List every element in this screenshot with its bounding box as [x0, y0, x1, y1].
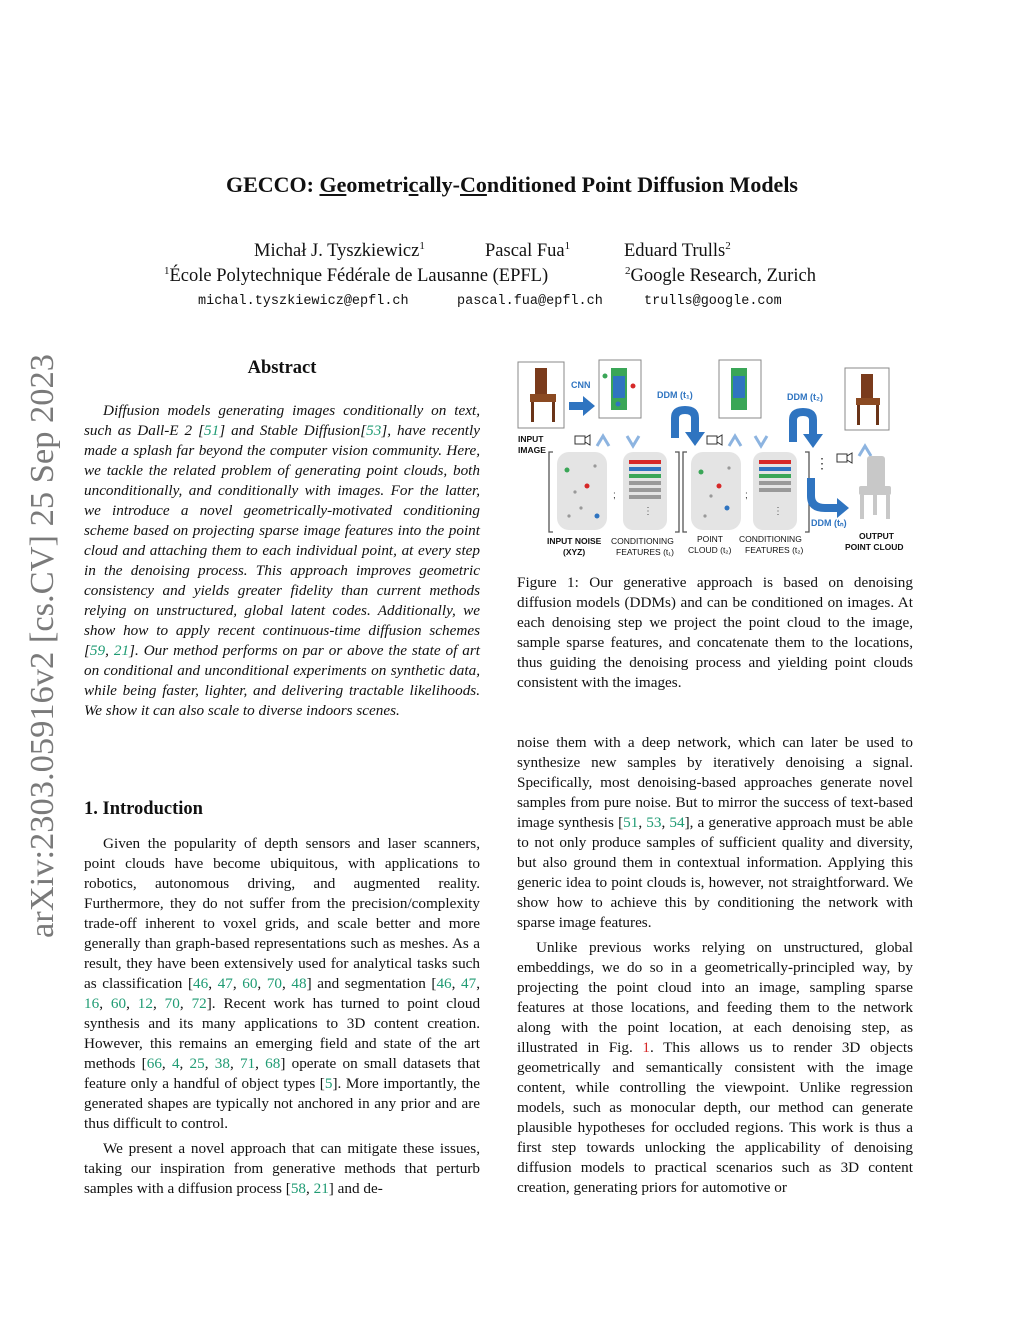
svg-text:⋮: ⋮	[773, 506, 783, 517]
citation-link[interactable]: 25	[189, 1055, 205, 1072]
citation-link[interactable]: 60	[242, 975, 258, 992]
citation-link[interactable]: 16	[84, 995, 100, 1012]
citation-link[interactable]: 46	[193, 975, 209, 992]
citation-link[interactable]: 60	[110, 995, 127, 1012]
citation-link[interactable]: 51	[204, 422, 220, 439]
cnn-arrow-icon	[569, 396, 595, 416]
figure-reference-link[interactable]: 1	[642, 1039, 650, 1056]
citation-link[interactable]: 53	[366, 422, 382, 439]
output-image-thumbnail	[845, 368, 889, 430]
ddm-arrow-icon	[671, 406, 705, 446]
citation-link[interactable]: 4	[171, 1055, 180, 1072]
output-point-cloud-chair	[859, 456, 891, 519]
projection-arrow-icon	[859, 446, 871, 456]
figure-1-diagram	[515, 356, 917, 564]
label-ddm: DDM (t₂)	[787, 392, 823, 402]
svg-text:;: ;	[613, 490, 616, 501]
label-ddm: DDM (t₁)	[657, 390, 693, 400]
citation-link[interactable]: 72	[191, 995, 207, 1012]
citation-link[interactable]: 53	[646, 814, 662, 831]
citation-link[interactable]: 71	[239, 1055, 256, 1072]
label-ddm: DDM (tₙ)	[811, 518, 847, 528]
projection-arrow-icon	[755, 436, 767, 446]
citation-link[interactable]: 46	[436, 975, 452, 992]
affiliation: $^1$École Polytechnique Fédérale de Lausanne (EPFL)	[164, 265, 549, 287]
author-name: Eduard Trulls$^2$	[624, 240, 731, 262]
figure-1-caption: Figure 1: Our generative approach is based on denoising diffusion models (DDMs) and can be conditioned on images. At each denoising step we project the point cloud to the image, sample sparse features, and concatenate them to the locations, thus guiding the denoising process and yielding point clouds consistent with the images.	[517, 574, 913, 691]
projection-arrow-icon	[597, 436, 609, 446]
citation-link[interactable]: 21	[113, 642, 130, 659]
citation-link[interactable]: 66	[146, 1055, 162, 1072]
arxiv-stamp	[19, 352, 69, 938]
paper-title: GECCO: Geometrically-Conditioned Point Diffusion Models	[225, 172, 798, 197]
citation-link[interactable]: 5	[324, 1075, 333, 1092]
ddm-arrow-icon	[807, 478, 849, 518]
citation-link[interactable]: 21	[313, 1180, 329, 1197]
citation-link[interactable]: 38	[214, 1055, 230, 1072]
section-heading: 1. Introduction	[84, 799, 203, 819]
email: pascal.fua@epfl.ch	[457, 294, 603, 309]
feature-map-thumbnail	[719, 360, 761, 418]
citation-link[interactable]: 58	[290, 1180, 307, 1197]
label-conditioning-features: CONDITIONING	[611, 536, 674, 546]
citation-link[interactable]: 54	[669, 814, 685, 831]
abstract-body: Diffusion models generating images conditionally on text, such as Dall-E 2 [51] and Stable Diffusion[53], have recently made a splash far beyond the computer vision community. Here, we tackle the related problem of generating point clouds, both unconditionally, and conditionally with images. For the latter, we introduce a novel geometrically-motivated conditioning scheme based on projecting sparse image features into the point cloud and attaching them to each individual point, at every step in the denoising process. This approach improves geometric consistency and yields greater fidelity than current methods relying on unstructured, global latent codes. Additionally, we show how to apply recent continuous-time diffusion schemes [59, 21]. Our method performs on par or above the state of art on conditional and unconditional experiments on synthetic data, while being faster, lighter, and delivering tractable likelihoods. We show it can also scale to diverse indoors scenes.	[84, 402, 480, 719]
camera-icon	[575, 435, 590, 445]
intro-right-column: noise them with a deep network, which can later be used to synthesize new samples by iteratively denoising a signal. Specifically, most denoising-based approaches generate novel samples from pure noise. But to mirror the success of text-based image synthesis [51, 53, 54], a generative approach must be able to not only produce samples of sufficient quality and diversity, but also ground them in contextual information. Applying this generic idea to point clouds is, however, not straightforward. We show how to achieve this by conditioning the network with sparse image features. Unlike previous works relying on unstructured, global embeddings, we do so in a geometrically-principled way, by projecting the point cloud into an image, sampling sparse features at those locations, and feeding them to the network along with the point location, at each denoising step, as illustrated in Fig. 1. This allows us to render 3D objects geometrically and semantically consistent with the image content, while controlling the viewpoint. Unlike regression models, such as monocular depth, our method can generate plausible hypotheses for occluded regions. This work is thus a first step towards unlocking the applicability of denoising diffusion models to practical scenarios such as 3D content creation, generating priors for automotive or	[517, 734, 914, 1196]
svg-text:⋮: ⋮	[643, 506, 653, 517]
citation-link[interactable]: 70	[266, 975, 283, 992]
citation-link[interactable]: 51	[623, 814, 639, 831]
label-conditioning-features: FEATURES (t₁)	[616, 547, 674, 557]
email: michal.tyszkiewicz@epfl.ch	[198, 294, 409, 309]
point-cloud-panel	[691, 452, 741, 530]
input-image-thumbnail	[518, 362, 564, 428]
label-conditioning-features: CONDITIONING	[739, 534, 802, 544]
author-name: Pascal Fua$^1$	[485, 240, 571, 262]
citation-link[interactable]: 70	[164, 995, 180, 1012]
label-input-image: IMAGE	[518, 445, 546, 455]
abstract-heading: Abstract	[247, 358, 317, 378]
affiliation: $^2$Google Research, Zurich	[625, 265, 816, 287]
label-cnn: CNN	[571, 380, 591, 390]
label-output-point-cloud: POINT CLOUD	[845, 542, 904, 552]
camera-icon	[837, 453, 852, 463]
email: trulls@google.com	[644, 294, 782, 309]
author-name: Michał J. Tyszkiewicz$^1$	[254, 240, 425, 262]
citation-link[interactable]: 68	[265, 1055, 281, 1072]
citation-link[interactable]: 59	[89, 642, 106, 659]
projection-arrow-icon	[627, 436, 639, 446]
camera-icon	[707, 435, 722, 445]
arxiv-stamp-text: arXiv:2303.05916v2 [cs.CV] 25 Sep 2023	[24, 361, 61, 938]
label-input-noise: (XYZ)	[563, 547, 586, 557]
conditioning-features-panel	[623, 452, 667, 530]
projection-arrow-icon	[729, 436, 741, 446]
label-point-cloud: POINT	[697, 534, 723, 544]
intro-left-column: Given the popularity of depth sensors and laser scanners, point clouds have become ubiquitous, with applications to robotics, autonomous driving, and augmented reality. Furthermore, they do not suffer from the precision/complexity trade-off inherent to voxel grids, and scale better and more generally than graph-based representations such as meshes. As a result, they have been extensively used for analytical tasks such as classification [46, 47, 60, 70, 48] and segmentation [46, 47, 16, 60, 12, 70, 72]. Recent work has turned to point cloud synthesis and its many applications to 3D content creation. However, this remains an emerging field and state of the art methods [66, 4, 25, 38, 71, 68] operate on small datasets that feature only a handful of object types [5]. More importantly, the generated shapes are typically not anchored in any prior and are thus difficult to control. We present a novel approach that can mitigate these issues, taking our inspiration from generative methods that perturb samples with a diffusion process [58, 21] and de-	[84, 835, 481, 1197]
feature-map-thumbnail	[599, 360, 641, 418]
label-input-noise: INPUT NOISE	[547, 536, 602, 546]
citation-link[interactable]: 12	[137, 995, 153, 1012]
noise-panel	[557, 452, 607, 530]
citation-link[interactable]: 47	[217, 975, 233, 992]
svg-text:⋮: ⋮	[815, 455, 829, 471]
citation-link[interactable]: 47	[461, 975, 477, 992]
citation-link[interactable]: 48	[291, 975, 307, 992]
label-point-cloud: CLOUD (t₂)	[688, 545, 732, 555]
label-input-image: INPUT	[518, 434, 544, 444]
ddm-arrow-icon	[789, 408, 823, 448]
label-conditioning-features: FEATURES (t₂)	[745, 545, 804, 555]
conditioning-features-panel	[753, 452, 797, 530]
label-output-point-cloud: OUTPUT	[859, 531, 894, 541]
svg-text:;: ;	[745, 490, 748, 501]
